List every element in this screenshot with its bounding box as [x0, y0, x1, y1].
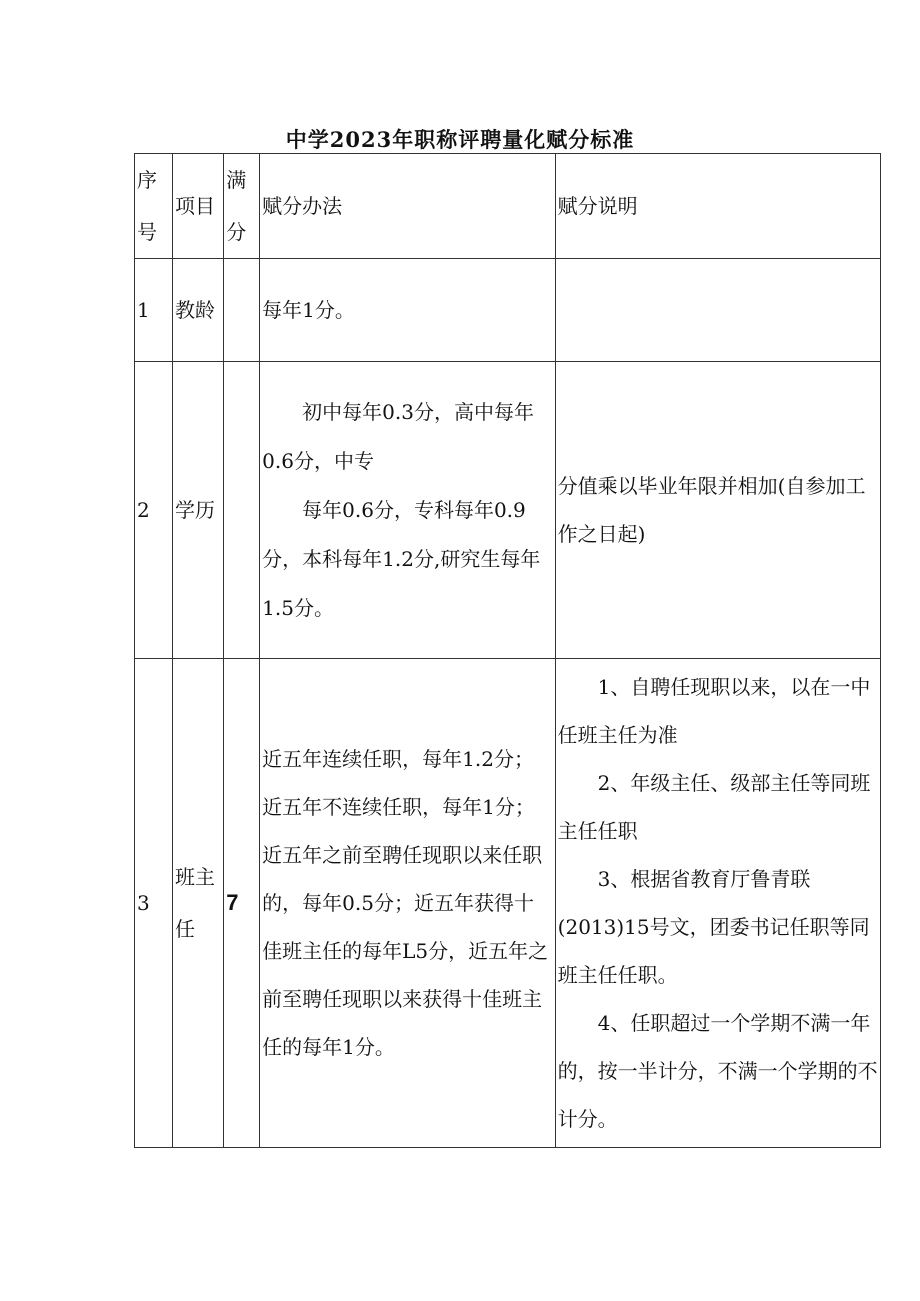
row-method: 每年1分。: [260, 259, 556, 362]
row-no: 2: [135, 362, 173, 659]
table-row: [135, 259, 881, 362]
row-item: 教龄: [172, 259, 223, 362]
row-item: 学历: [172, 362, 223, 659]
row-desc: 分值乘以毕业年限并相加(自参加工作之日起): [555, 362, 880, 659]
table-row: [135, 362, 881, 659]
row-full: [224, 362, 260, 659]
row-method: 近五年连续任职，每年1.2分；近五年不连续任职，每年1分；近五年之前至聘任现职以来任职的，每年0.5分；近五年获得十佳班主任的每年L5分，近五年之前至聘任现职以来获得十佳班主任的每年1分。: [260, 659, 556, 1148]
row-no: 1: [135, 259, 173, 362]
document-title: 中学2023年职称评聘量化赋分标准: [285, 127, 635, 152]
table-row: [135, 659, 881, 1148]
header-desc: 赋分说明: [555, 154, 880, 259]
row-full: [224, 259, 260, 362]
header-full: 满分: [224, 154, 260, 259]
row-desc: 1、自聘任现职以来，以在一中任班主任为准 2、年级主任、级部主任等同班主任任职 3、根据省教育厅鲁青联(2013)15号文，团委书记任职等同班主任任职。 4、任职超过一个学期不满一年的，按一半计分，不满一个学期的不计分。: [555, 659, 880, 1148]
row-item: 班主任: [172, 659, 223, 1148]
row-desc: [555, 259, 880, 362]
row-no: 3: [135, 659, 173, 1148]
header-item: 项目: [172, 154, 223, 259]
row-full: 7: [224, 659, 260, 1148]
scoring-table: [134, 153, 881, 1148]
header-no: 序号: [135, 154, 173, 259]
table-header-row: [135, 154, 881, 259]
row-method: 初中每年0.3分，高中每年0.6分，中专 每年0.6分，专科每年0.9分，本科每年1.2分,研究生每年1.5分。: [260, 362, 556, 659]
header-method: 赋分办法: [260, 154, 556, 259]
